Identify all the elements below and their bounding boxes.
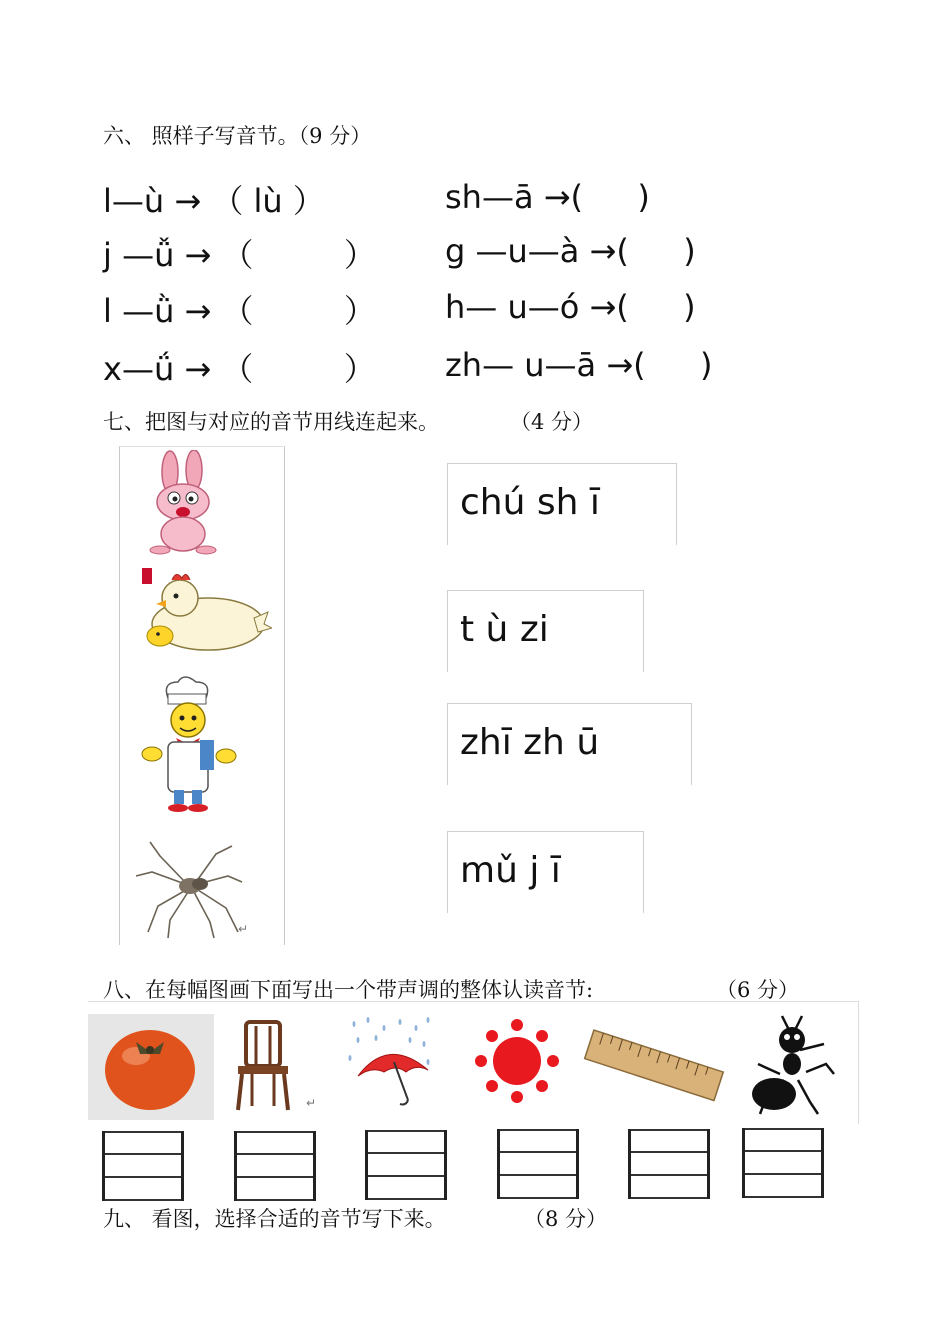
chef-icon[interactable] [138, 676, 238, 814]
right-item-expr: sh—ā →( [445, 178, 584, 216]
right-item-expr: h— u—ó →( [445, 288, 629, 326]
section8-heading: 八、在每幅图画下面写出一个带声调的整体认读音节: [103, 978, 594, 1002]
write-box-2[interactable] [234, 1131, 316, 1201]
right-item-expr: g —u—à →( [445, 232, 629, 270]
left-item-expr: j —ǚ → （ [103, 236, 254, 274]
section6-heading: 六、 照样子写音节。（9 分） [103, 124, 372, 148]
syllable-text: t ù zi [460, 609, 549, 650]
syllable-box-2[interactable] [447, 590, 644, 672]
right-item-close: ) [683, 232, 696, 270]
right-item-close: ) [683, 288, 696, 326]
left-item-1 [103, 176, 325, 222]
section7-heading: 七、把图与对应的音节用线连起来。 [103, 410, 439, 434]
right-item-4 [445, 346, 712, 384]
right-item-1 [445, 178, 650, 216]
write-box-4[interactable] [497, 1129, 579, 1199]
ant-icon[interactable] [740, 1014, 840, 1120]
syllable-text: zhī zh ū [460, 722, 600, 763]
left-item-close: ） [343, 236, 376, 274]
rabbit-icon[interactable] [138, 450, 228, 556]
syllable-text: chú sh ī [460, 482, 600, 523]
right-item-close: ) [637, 178, 650, 216]
persimmon-icon[interactable] [88, 1014, 214, 1120]
spider-icon[interactable] [130, 836, 250, 940]
left-item-close: ） [343, 350, 376, 388]
left-item-3 [103, 286, 376, 332]
write-box-1[interactable] [102, 1131, 184, 1201]
return-mark-icon: ↵ [238, 922, 249, 936]
left-item-expr: l —ǜ → （ [103, 292, 254, 330]
syllable-box-1[interactable] [447, 463, 677, 545]
left-item-answer: lù [253, 182, 283, 220]
section7-score: （4 分） [510, 410, 594, 434]
right-item-3 [445, 288, 696, 326]
section9-score: （8 分） [524, 1207, 608, 1231]
right-item-2 [445, 232, 696, 270]
left-item-expr: l—ù → （ [103, 182, 244, 220]
chair-icon[interactable] [228, 1018, 298, 1114]
syllable-text: mǔ j ī [460, 850, 561, 891]
section9-heading: 九、 看图，选择合适的音节写下来。 [103, 1207, 446, 1231]
ruler-icon[interactable] [580, 1026, 726, 1104]
return-mark-icon: ↵ [306, 1096, 317, 1110]
hen-icon[interactable] [136, 562, 272, 656]
left-item-4 [103, 344, 376, 390]
left-item-expr: x—ǘ → （ [103, 350, 254, 388]
left-item-close: ） [292, 182, 325, 220]
umbrella-rain-icon[interactable] [344, 1014, 434, 1108]
right-item-expr: zh— u—ā →( [445, 346, 646, 384]
left-item-close: ） [343, 292, 376, 330]
write-box-5[interactable] [628, 1129, 710, 1199]
write-box-6[interactable] [742, 1128, 824, 1198]
syllable-box-4[interactable] [447, 831, 644, 913]
sun-icon[interactable] [472, 1016, 562, 1106]
syllable-box-3[interactable] [447, 703, 692, 785]
right-item-close: ) [699, 346, 713, 384]
section8-score: （6 分） [716, 978, 800, 1002]
write-box-3[interactable] [365, 1130, 447, 1200]
left-item-2 [103, 230, 376, 276]
